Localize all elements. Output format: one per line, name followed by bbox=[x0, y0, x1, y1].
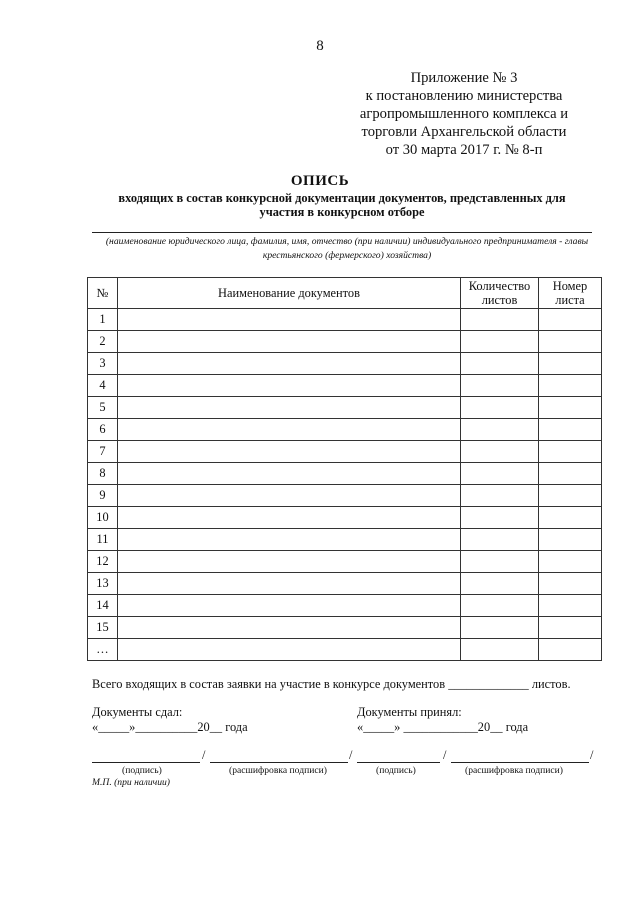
header-sheet-number: Номер листа bbox=[539, 278, 602, 309]
table-header-row bbox=[88, 278, 602, 309]
document-name-cell bbox=[118, 551, 461, 573]
row-number-cell: 12 bbox=[88, 551, 118, 573]
sheet-count-cell bbox=[461, 529, 539, 551]
document-name-cell bbox=[118, 463, 461, 485]
sheet-count-cell bbox=[461, 639, 539, 661]
document-name-cell bbox=[118, 397, 461, 419]
table-row bbox=[88, 507, 602, 529]
signature-caption: (подпись) bbox=[376, 765, 416, 776]
total-documents-line: Всего входящих в состав заявки на участие в конкурсе документов _____________ листов. bbox=[92, 677, 571, 691]
subtitle-line: входящих в состав конкурсной документации документов, представленных для bbox=[118, 191, 566, 205]
sheet-count-cell bbox=[461, 617, 539, 639]
document-name-cell bbox=[118, 309, 461, 331]
sheet-number-cell bbox=[539, 595, 602, 617]
sheet-number-cell bbox=[539, 397, 602, 419]
separator-slash: / bbox=[349, 748, 353, 762]
page-number: 8 bbox=[316, 38, 324, 54]
document-name-cell bbox=[118, 529, 461, 551]
applicant-name-line bbox=[92, 232, 592, 233]
submitted-decoding-line bbox=[210, 762, 348, 763]
received-label: Документы принял: bbox=[357, 705, 462, 719]
sheet-count-cell bbox=[461, 551, 539, 573]
row-number-cell: 8 bbox=[88, 463, 118, 485]
document-name-cell bbox=[118, 485, 461, 507]
sheet-number-cell bbox=[539, 463, 602, 485]
row-number-cell: 6 bbox=[88, 419, 118, 441]
row-number-cell: 11 bbox=[88, 529, 118, 551]
sheet-number-cell bbox=[539, 551, 602, 573]
sheet-count-cell bbox=[461, 375, 539, 397]
appendix-line: торговли Архангельской области bbox=[361, 124, 567, 140]
separator-slash: / bbox=[443, 748, 447, 762]
sheet-count-cell bbox=[461, 419, 539, 441]
table-row bbox=[88, 639, 602, 661]
sheet-count-cell bbox=[461, 507, 539, 529]
submitted-date-line: «_____»__________20__ года bbox=[92, 720, 248, 734]
table-row bbox=[88, 573, 602, 595]
signature-caption: (подпись) bbox=[122, 765, 162, 776]
sheet-number-cell bbox=[539, 485, 602, 507]
table-row bbox=[88, 551, 602, 573]
sheet-count-cell bbox=[461, 397, 539, 419]
table-row bbox=[88, 463, 602, 485]
table-row bbox=[88, 397, 602, 419]
document-name-cell bbox=[118, 441, 461, 463]
appendix-header bbox=[348, 69, 580, 159]
sheet-number-cell bbox=[539, 573, 602, 595]
table-row bbox=[88, 617, 602, 639]
appendix-line: от 30 марта 2017 г. № 8-п bbox=[385, 142, 543, 158]
document-name-cell bbox=[118, 353, 461, 375]
sheet-count-cell bbox=[461, 485, 539, 507]
separator-slash: / bbox=[590, 748, 594, 762]
sheet-count-cell bbox=[461, 309, 539, 331]
table-body bbox=[88, 309, 602, 661]
received-decoding-line bbox=[451, 762, 589, 763]
document-name-cell bbox=[118, 419, 461, 441]
applicant-name-caption bbox=[92, 235, 602, 263]
sheet-number-cell bbox=[539, 639, 602, 661]
separator-slash: / bbox=[202, 748, 206, 762]
row-number-cell: 14 bbox=[88, 595, 118, 617]
appendix-line: к постановлению министерства bbox=[365, 88, 563, 104]
sheet-number-cell bbox=[539, 353, 602, 375]
decoding-caption: (расшифровка подписи) bbox=[465, 765, 563, 776]
caption-line: (наименование юридического лица, фамилия, имя, отчество (при наличии) индивидуального предпринимателя - главы bbox=[105, 236, 589, 247]
received-date-line: «_____» ____________20__ года bbox=[357, 720, 529, 734]
subtitle-line: участия в конкурсном отборе bbox=[259, 205, 425, 219]
document-name-cell bbox=[118, 617, 461, 639]
stamp-caption: М.П. (при наличии) bbox=[92, 777, 171, 788]
row-number-cell: 7 bbox=[88, 441, 118, 463]
row-number-cell: … bbox=[88, 639, 118, 661]
document-name-cell bbox=[118, 507, 461, 529]
sheet-number-cell bbox=[539, 529, 602, 551]
document-name-cell bbox=[118, 639, 461, 661]
document-name-cell bbox=[118, 573, 461, 595]
table-row bbox=[88, 375, 602, 397]
submitted-label: Документы сдал: bbox=[92, 705, 183, 719]
row-number-cell: 3 bbox=[88, 353, 118, 375]
decoding-caption: (расшифровка подписи) bbox=[229, 765, 327, 776]
row-number-cell: 5 bbox=[88, 397, 118, 419]
table-row bbox=[88, 331, 602, 353]
header-sheet-count: Количество листов bbox=[461, 278, 539, 309]
sheet-count-cell bbox=[461, 595, 539, 617]
caption-line: крестьянского (фермерского) хозяйства) bbox=[262, 250, 432, 261]
row-number-cell: 10 bbox=[88, 507, 118, 529]
table-row bbox=[88, 441, 602, 463]
sheet-number-cell bbox=[539, 419, 602, 441]
documents-table bbox=[87, 277, 602, 661]
document-subtitle bbox=[92, 191, 592, 219]
sheet-number-cell bbox=[539, 309, 602, 331]
table-row bbox=[88, 419, 602, 441]
sheet-number-cell bbox=[539, 617, 602, 639]
row-number-cell: 4 bbox=[88, 375, 118, 397]
sheet-count-cell bbox=[461, 331, 539, 353]
table-row bbox=[88, 485, 602, 507]
table-row bbox=[88, 353, 602, 375]
table-row bbox=[88, 309, 602, 331]
sheet-number-cell bbox=[539, 375, 602, 397]
sheet-number-cell bbox=[539, 331, 602, 353]
document-name-cell bbox=[118, 375, 461, 397]
sheet-number-cell bbox=[539, 441, 602, 463]
sheet-count-cell bbox=[461, 441, 539, 463]
row-number-cell: 13 bbox=[88, 573, 118, 595]
header-document-name: Наименование документов bbox=[118, 278, 461, 309]
appendix-line: Приложение № 3 bbox=[410, 70, 518, 86]
sheet-count-cell bbox=[461, 463, 539, 485]
row-number-cell: 9 bbox=[88, 485, 118, 507]
row-number-cell: 2 bbox=[88, 331, 118, 353]
sheet-count-cell bbox=[461, 573, 539, 595]
sheet-number-cell bbox=[539, 507, 602, 529]
table-row bbox=[88, 529, 602, 551]
row-number-cell: 15 bbox=[88, 617, 118, 639]
appendix-line: агропромышленного комплекса и bbox=[359, 106, 569, 122]
received-signature-line bbox=[357, 762, 440, 763]
document-name-cell bbox=[118, 331, 461, 353]
document-title: ОПИСЬ bbox=[290, 173, 350, 189]
document-name-cell bbox=[118, 595, 461, 617]
table-row bbox=[88, 595, 602, 617]
header-number: № bbox=[88, 278, 118, 309]
sheet-count-cell bbox=[461, 353, 539, 375]
submitted-signature-line bbox=[92, 762, 200, 763]
row-number-cell: 1 bbox=[88, 309, 118, 331]
